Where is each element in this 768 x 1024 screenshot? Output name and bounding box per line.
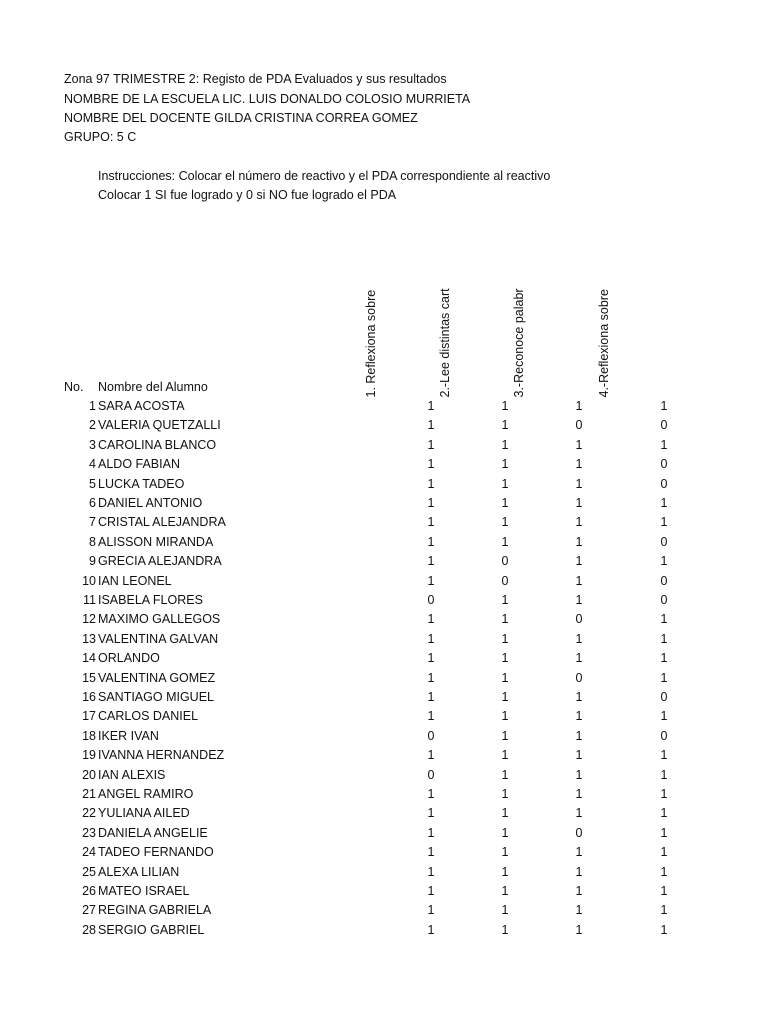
result-cell: 1 bbox=[427, 554, 435, 569]
table-row bbox=[0, 748, 768, 767]
result-cell: 1 bbox=[501, 922, 509, 937]
column-header-label: 2.-Lee distintas cart bbox=[438, 288, 452, 398]
result-cell: 1 bbox=[501, 806, 509, 821]
result-cell: 1 bbox=[501, 496, 509, 510]
result-cell: 1 bbox=[575, 864, 583, 879]
table-row bbox=[0, 865, 768, 884]
result-cell: 1 bbox=[427, 670, 435, 685]
student-name: SERGIO GABRIEL bbox=[98, 922, 205, 937]
table-row bbox=[0, 690, 768, 709]
result-cell: 1 bbox=[501, 728, 509, 743]
result-cell: 1 bbox=[501, 515, 509, 530]
result-cell: 1 bbox=[501, 864, 509, 879]
student-name: ALISSON MIRANDA bbox=[98, 534, 214, 549]
table-row bbox=[0, 903, 768, 922]
result-cell: 1 bbox=[660, 496, 668, 510]
student-name: CAROLINA BLANCO bbox=[98, 437, 217, 452]
student-number: 4 bbox=[89, 457, 96, 472]
result-cell: 1 bbox=[660, 437, 668, 452]
student-name: ALDO FABIAN bbox=[98, 457, 180, 472]
result-cell: 1 bbox=[575, 437, 583, 452]
header-title-line: Zona 97 TRIMESTRE 2: Registo de PDA Evaluados y sus resultados bbox=[64, 72, 447, 86]
result-cell: 1 bbox=[575, 767, 583, 782]
result-cell: 1 bbox=[427, 457, 435, 472]
result-cell: 1 bbox=[575, 748, 583, 763]
student-name: VALERIA QUETZALLI bbox=[98, 418, 221, 433]
result-cell: 1 bbox=[501, 631, 509, 646]
table-row bbox=[0, 845, 768, 864]
table-row bbox=[0, 632, 768, 651]
table-row bbox=[0, 593, 768, 612]
student-number: 12 bbox=[82, 612, 96, 627]
table-row bbox=[0, 768, 768, 787]
result-cell: 0 bbox=[660, 573, 668, 588]
student-name: VALENTINA GOMEZ bbox=[98, 670, 216, 685]
result-cell: 1 bbox=[501, 534, 509, 549]
student-name: LUCKA TADEO bbox=[98, 476, 185, 491]
student-number: 3 bbox=[89, 437, 96, 452]
student-number: 24 bbox=[82, 845, 96, 860]
table-row bbox=[0, 574, 768, 593]
result-cell: 1 bbox=[575, 709, 583, 724]
result-cell: 1 bbox=[660, 864, 668, 879]
table-row bbox=[0, 787, 768, 806]
column-header-1 bbox=[364, 282, 438, 398]
result-cell: 1 bbox=[427, 399, 435, 413]
result-cell: 1 bbox=[575, 728, 583, 743]
result-cell: 1 bbox=[501, 457, 509, 472]
result-cell: 1 bbox=[427, 690, 435, 704]
result-cell: 1 bbox=[427, 534, 435, 549]
result-cell: 1 bbox=[501, 670, 509, 685]
student-number: 16 bbox=[82, 690, 96, 704]
student-name: MATEO ISRAEL bbox=[98, 884, 190, 898]
result-cell: 1 bbox=[660, 399, 668, 413]
student-number: 11 bbox=[83, 593, 96, 607]
student-number: 1 bbox=[89, 399, 96, 413]
result-cell: 1 bbox=[427, 864, 435, 879]
student-name: TADEO FERNANDO bbox=[98, 845, 214, 860]
result-cell: 0 bbox=[575, 612, 583, 627]
teacher-name-line: NOMBRE DEL DOCENTE GILDA CRISTINA CORREA GOMEZ bbox=[64, 111, 418, 125]
student-name: IAN ALEXIS bbox=[98, 767, 166, 782]
student-name: GRECIA ALEJANDRA bbox=[98, 554, 222, 569]
student-number: 6 bbox=[89, 496, 96, 510]
table-row bbox=[0, 826, 768, 845]
student-name: ALEXA LILIAN bbox=[98, 864, 180, 879]
result-cell: 1 bbox=[660, 651, 668, 666]
result-cell: 0 bbox=[575, 418, 583, 433]
result-cell: 1 bbox=[501, 767, 509, 782]
result-cell: 1 bbox=[501, 903, 509, 918]
result-cell: 1 bbox=[575, 845, 583, 860]
student-name: IKER IVAN bbox=[98, 728, 159, 743]
student-name: CARLOS DANIEL bbox=[98, 709, 199, 724]
student-name: ANGEL RAMIRO bbox=[98, 787, 194, 801]
result-cell: 1 bbox=[427, 651, 435, 666]
no-column-label: No. bbox=[64, 380, 84, 394]
student-name: CRISTAL ALEJANDRA bbox=[98, 515, 226, 530]
result-cell: 1 bbox=[575, 787, 583, 801]
result-cell: 1 bbox=[501, 825, 509, 840]
result-cell: 1 bbox=[501, 437, 509, 452]
column-header-4 bbox=[597, 282, 671, 398]
result-cell: 1 bbox=[427, 573, 435, 588]
result-cell: 1 bbox=[575, 534, 583, 549]
instructions-line-2: Colocar 1 SI fue logrado y 0 si NO fue logrado el PDA bbox=[98, 188, 397, 202]
student-number: 9 bbox=[89, 554, 96, 569]
student-name: DANIELA ANGELIE bbox=[98, 825, 208, 840]
result-cell: 1 bbox=[660, 845, 668, 860]
student-number: 14 bbox=[82, 651, 96, 666]
column-header-2 bbox=[438, 282, 512, 398]
result-cell: 1 bbox=[575, 496, 583, 510]
column-header-3 bbox=[512, 282, 586, 398]
school-name-line: NOMBRE DE LA ESCUELA LIC. LUIS DONALDO COLOSIO MURRIETA bbox=[64, 92, 471, 106]
result-cell: 1 bbox=[501, 476, 509, 491]
result-cell: 0 bbox=[427, 728, 435, 743]
student-number: 26 bbox=[82, 884, 96, 898]
result-cell: 1 bbox=[501, 709, 509, 724]
student-name: SARA ACOSTA bbox=[98, 399, 185, 413]
table-row bbox=[0, 535, 768, 554]
student-number: 17 bbox=[82, 709, 96, 724]
student-number: 22 bbox=[82, 806, 96, 821]
result-cell: 1 bbox=[660, 922, 668, 937]
result-cell: 0 bbox=[660, 690, 668, 704]
student-number: 13 bbox=[82, 631, 96, 646]
result-cell: 1 bbox=[427, 496, 435, 510]
instructions-line-1: Instrucciones: Colocar el número de reactivo y el PDA correspondiente al reactivo bbox=[98, 169, 551, 183]
result-cell: 1 bbox=[575, 806, 583, 821]
student-name: DANIEL ANTONIO bbox=[98, 496, 203, 510]
result-cell: 1 bbox=[575, 903, 583, 918]
result-cell: 1 bbox=[427, 437, 435, 452]
result-cell: 0 bbox=[575, 670, 583, 685]
column-header-label: 3.-Reconoce palabr bbox=[512, 288, 526, 398]
result-cell: 1 bbox=[427, 515, 435, 530]
column-header-label: 1. Reflexiona sobre bbox=[364, 289, 378, 398]
result-cell: 1 bbox=[427, 845, 435, 860]
result-cell: 1 bbox=[660, 554, 668, 569]
result-cell: 1 bbox=[660, 515, 668, 530]
result-cell: 1 bbox=[427, 748, 435, 763]
student-number: 7 bbox=[89, 515, 96, 530]
result-cell: 0 bbox=[501, 573, 509, 588]
result-cell: 1 bbox=[575, 651, 583, 666]
table-row bbox=[0, 709, 768, 728]
result-cell: 1 bbox=[427, 418, 435, 433]
result-cell: 1 bbox=[575, 554, 583, 569]
result-cell: 1 bbox=[427, 903, 435, 918]
result-cell: 1 bbox=[427, 825, 435, 840]
student-number: 27 bbox=[82, 903, 96, 918]
result-cell: 1 bbox=[427, 612, 435, 627]
student-name: IAN LEONEL bbox=[98, 573, 172, 588]
result-cell: 0 bbox=[427, 767, 435, 782]
result-cell: 1 bbox=[575, 690, 583, 704]
name-column-label: Nombre del Alumno bbox=[98, 380, 208, 394]
student-number: 21 bbox=[82, 787, 96, 801]
table-row bbox=[0, 457, 768, 476]
student-number: 18 bbox=[82, 728, 96, 743]
table-row bbox=[0, 612, 768, 631]
result-cell: 1 bbox=[427, 631, 435, 646]
result-cell: 1 bbox=[575, 573, 583, 588]
table-row bbox=[0, 651, 768, 670]
result-cell: 1 bbox=[660, 631, 668, 646]
student-number: 25 bbox=[82, 864, 96, 879]
table-row bbox=[0, 671, 768, 690]
result-cell: 0 bbox=[501, 554, 509, 569]
result-cell: 0 bbox=[427, 593, 435, 607]
student-name: IVANNA HERNANDEZ bbox=[98, 748, 225, 763]
student-number: 8 bbox=[89, 534, 96, 549]
result-cell: 1 bbox=[575, 922, 583, 937]
result-cell: 1 bbox=[427, 709, 435, 724]
result-cell: 0 bbox=[660, 457, 668, 472]
student-number: 2 bbox=[89, 418, 96, 433]
student-number: 19 bbox=[82, 748, 96, 763]
result-cell: 1 bbox=[501, 845, 509, 860]
result-cell: 1 bbox=[660, 903, 668, 918]
result-cell: 0 bbox=[660, 593, 668, 607]
result-cell: 1 bbox=[660, 748, 668, 763]
result-cell: 1 bbox=[575, 515, 583, 530]
result-cell: 1 bbox=[501, 748, 509, 763]
student-name: ISABELA FLORES bbox=[98, 593, 203, 607]
result-cell: 1 bbox=[575, 476, 583, 491]
result-cell: 1 bbox=[427, 476, 435, 491]
result-cell: 1 bbox=[660, 709, 668, 724]
result-cell: 1 bbox=[501, 418, 509, 433]
result-cell: 0 bbox=[660, 476, 668, 491]
student-name: ORLANDO bbox=[98, 651, 160, 666]
result-cell: 1 bbox=[427, 884, 435, 898]
result-cell: 1 bbox=[660, 767, 668, 782]
table-row bbox=[0, 806, 768, 825]
result-cell: 1 bbox=[660, 612, 668, 627]
table-row bbox=[0, 554, 768, 573]
student-name: REGINA GABRIELA bbox=[98, 903, 212, 918]
result-cell: 1 bbox=[660, 825, 668, 840]
result-cell: 1 bbox=[501, 884, 509, 898]
result-cell: 1 bbox=[575, 593, 583, 607]
table-row bbox=[0, 923, 768, 942]
table-row bbox=[0, 399, 768, 418]
student-number: 5 bbox=[89, 476, 96, 491]
result-cell: 1 bbox=[575, 884, 583, 898]
table-row bbox=[0, 438, 768, 457]
result-cell: 1 bbox=[660, 787, 668, 801]
result-cell: 1 bbox=[660, 670, 668, 685]
result-cell: 0 bbox=[575, 825, 583, 840]
result-cell: 0 bbox=[660, 534, 668, 549]
table-row bbox=[0, 496, 768, 515]
student-name: MAXIMO GALLEGOS bbox=[98, 612, 221, 627]
student-number: 23 bbox=[82, 825, 96, 840]
result-cell: 1 bbox=[575, 399, 583, 413]
table-row bbox=[0, 884, 768, 903]
result-cell: 1 bbox=[501, 651, 509, 666]
result-cell: 1 bbox=[660, 806, 668, 821]
result-cell: 0 bbox=[660, 728, 668, 743]
result-cell: 0 bbox=[660, 418, 668, 433]
result-cell: 1 bbox=[427, 787, 435, 801]
student-number: 10 bbox=[82, 573, 96, 588]
column-header-label: 4.-Reflexiona sobre bbox=[597, 289, 611, 398]
table-row bbox=[0, 515, 768, 534]
student-name: SANTIAGO MIGUEL bbox=[98, 690, 214, 704]
group-line: GRUPO: 5 C bbox=[64, 130, 137, 144]
result-cell: 1 bbox=[501, 612, 509, 627]
table-row bbox=[0, 477, 768, 496]
result-cell: 1 bbox=[427, 922, 435, 937]
result-cell: 1 bbox=[575, 457, 583, 472]
result-cell: 1 bbox=[501, 787, 509, 801]
student-number: 20 bbox=[82, 767, 96, 782]
result-cell: 1 bbox=[427, 806, 435, 821]
student-name: VALENTINA GALVAN bbox=[98, 631, 219, 646]
result-cell: 1 bbox=[501, 593, 509, 607]
table-row bbox=[0, 418, 768, 437]
result-cell: 1 bbox=[575, 631, 583, 646]
student-number: 28 bbox=[82, 922, 96, 937]
student-name: YULIANA AILED bbox=[98, 806, 190, 821]
result-cell: 1 bbox=[660, 884, 668, 898]
result-cell: 1 bbox=[501, 690, 509, 704]
student-number: 15 bbox=[82, 670, 96, 685]
result-cell: 1 bbox=[501, 399, 509, 413]
table-row bbox=[0, 729, 768, 748]
